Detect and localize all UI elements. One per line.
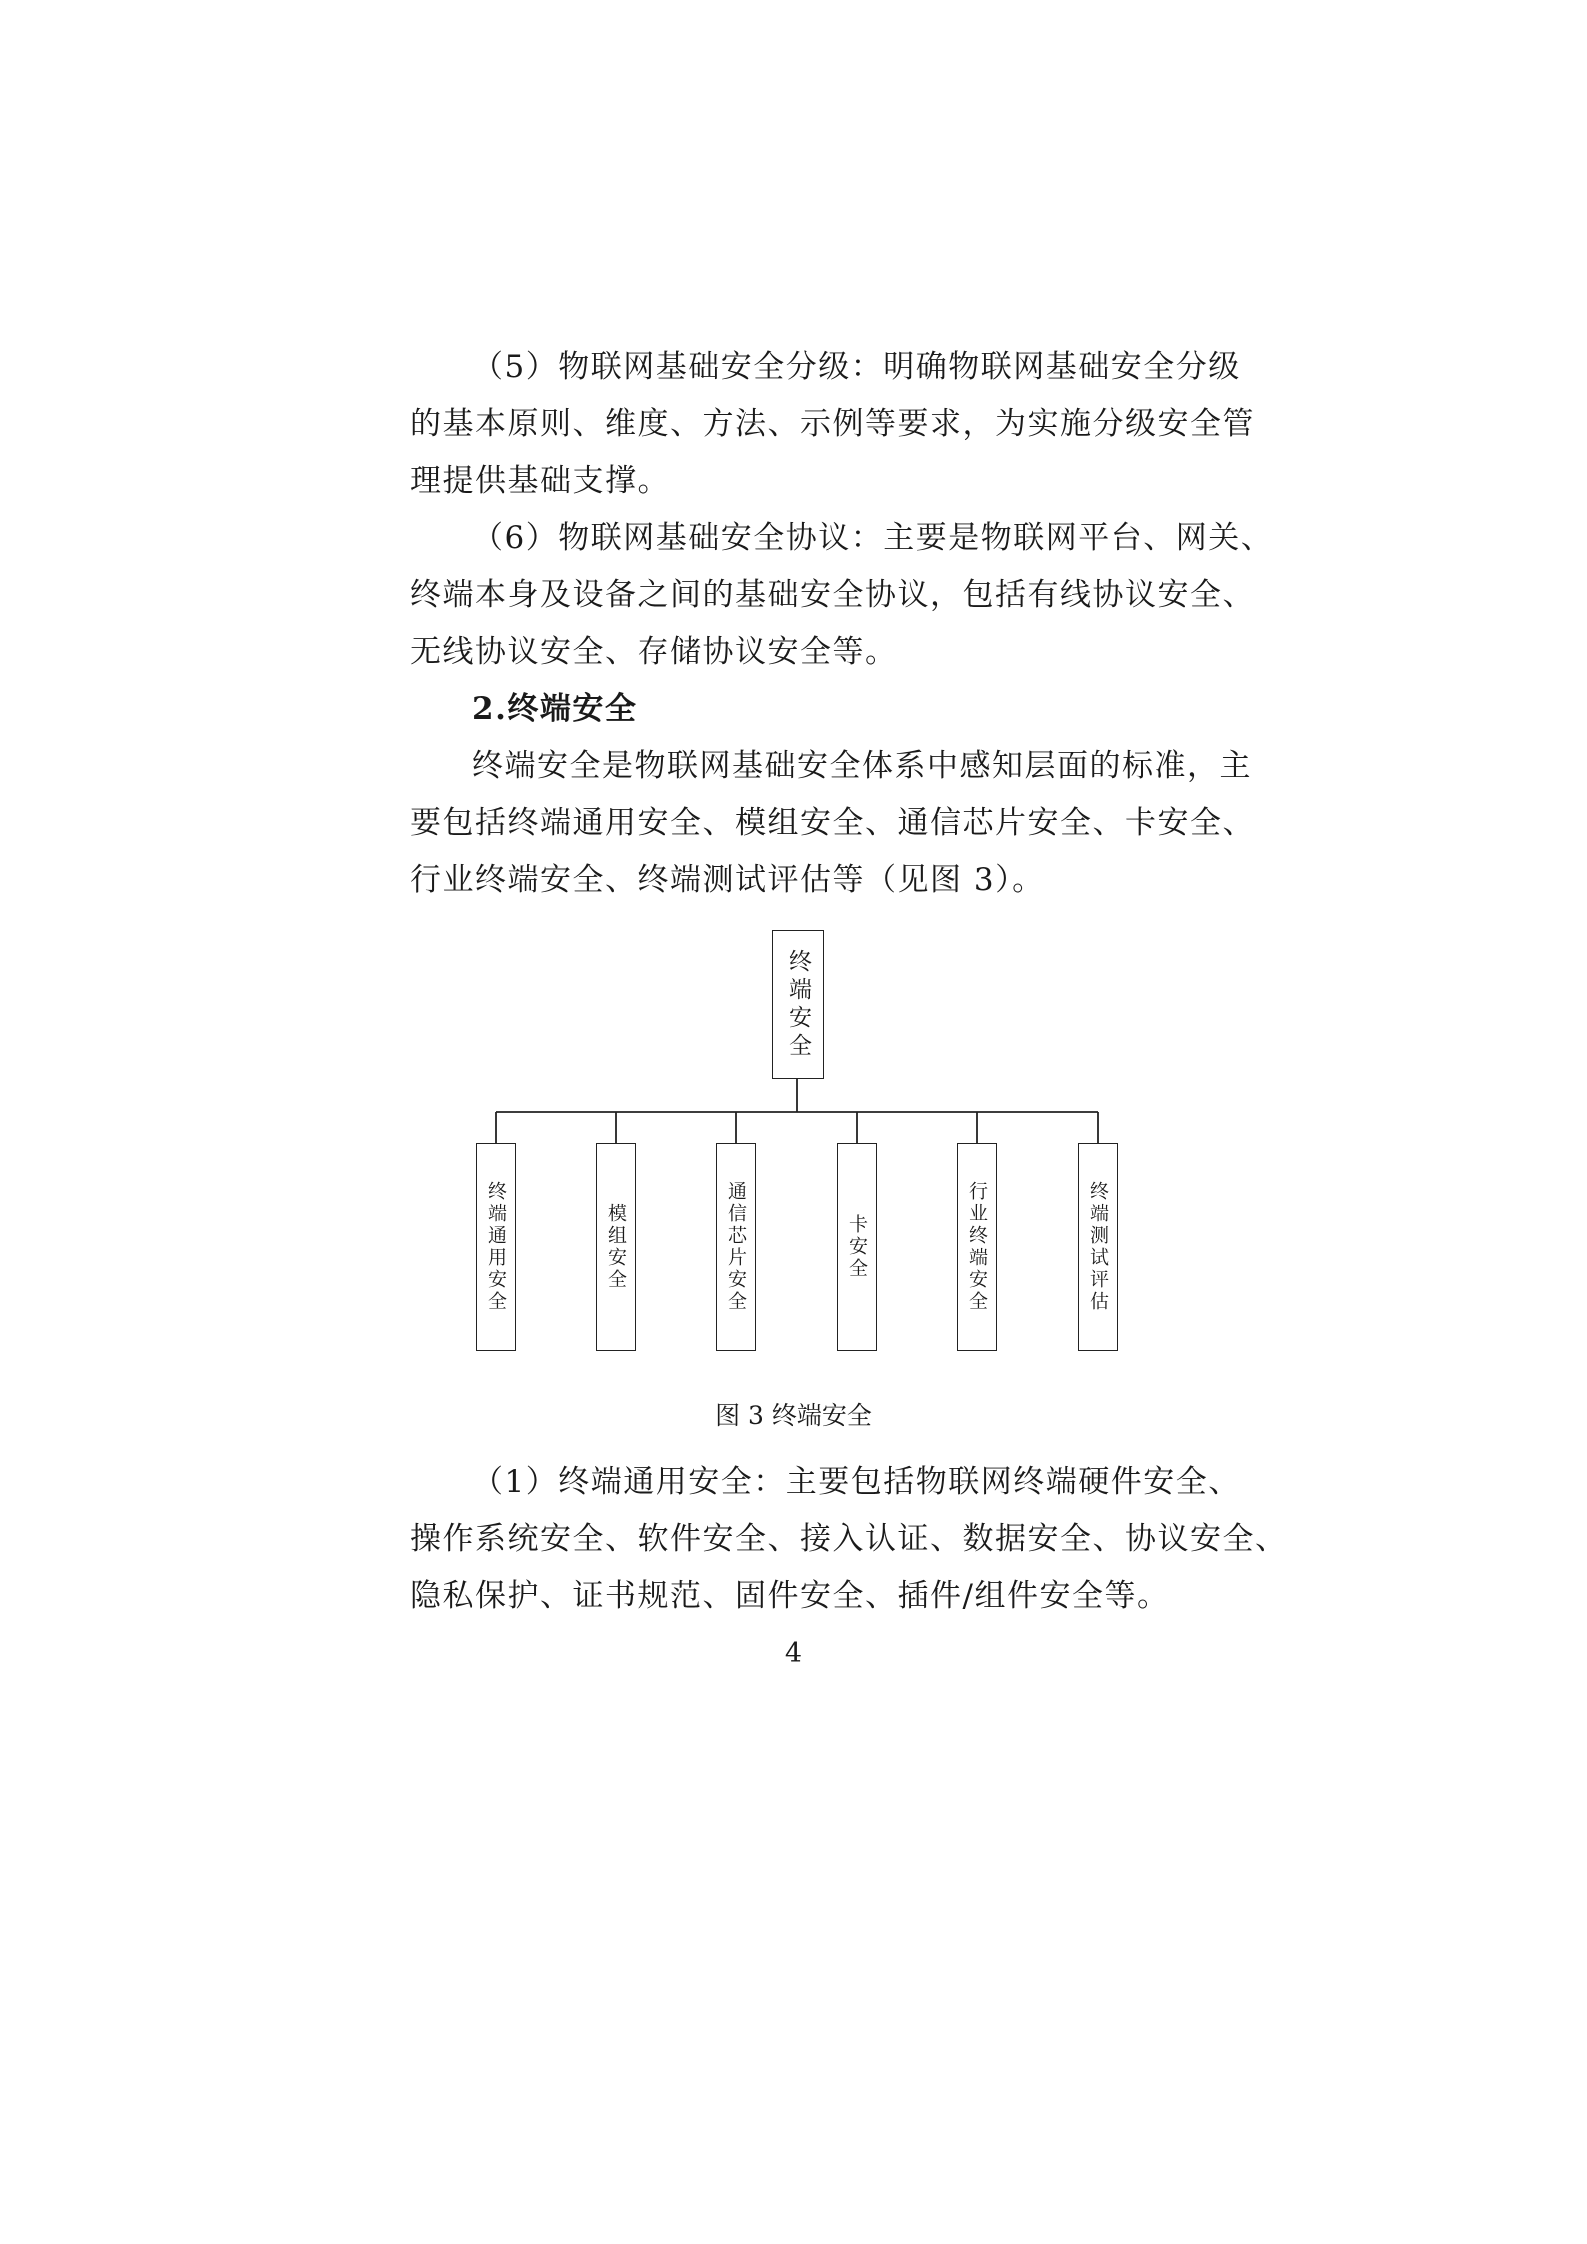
child-node-2-label: 模组安全 xyxy=(605,1203,627,1291)
child-node-5 xyxy=(957,1143,997,1351)
root-node xyxy=(772,930,824,1079)
child-node-3-label: 通信芯片安全 xyxy=(725,1181,747,1313)
intro-line-3: 行业终端安全、终端测试评估等（见图 3）。 xyxy=(410,862,1045,898)
paragraph-6-line-2: 终端本身及设备之间的基础安全协议，包括有线协议安全、 xyxy=(410,577,1255,613)
paragraph-1-line-3: 隐私保护、证书规范、固件安全、插件/组件安全等。 xyxy=(410,1578,1170,1614)
root-node-label: 终端安全 xyxy=(785,948,811,1061)
section-heading: 2.终端安全 xyxy=(472,691,638,727)
child-node-1 xyxy=(476,1143,516,1351)
paragraph-6-line-1: （6）物联网基础安全协议：主要是物联网平台、网关、 xyxy=(472,520,1274,556)
paragraph-5-line-2: 的基本原则、维度、方法、示例等要求，为实施分级安全管 xyxy=(410,406,1255,442)
child-node-2 xyxy=(596,1143,636,1351)
child-node-6 xyxy=(1078,1143,1118,1351)
paragraph-5-line-1: （5）物联网基础安全分级：明确物联网基础安全分级 xyxy=(472,349,1241,385)
child-node-5-label: 行业终端安全 xyxy=(966,1181,988,1313)
child-node-4 xyxy=(837,1143,877,1351)
child-node-3 xyxy=(716,1143,756,1351)
child-node-4-label: 卡安全 xyxy=(846,1214,868,1280)
intro-line-1: 终端安全是物联网基础安全体系中感知层面的标准，主 xyxy=(472,748,1252,784)
page-number: 4 xyxy=(784,1638,803,1669)
child-node-6-label: 终端测试评估 xyxy=(1087,1181,1109,1313)
child-node-1-label: 终端通用安全 xyxy=(485,1181,507,1313)
paragraph-6-line-3: 无线协议安全、存储协议安全等。 xyxy=(410,634,898,670)
paragraph-1-line-2: 操作系统安全、软件安全、接入认证、数据安全、协议安全、 xyxy=(410,1521,1288,1557)
intro-line-2: 要包括终端通用安全、模组安全、通信芯片安全、卡安全、 xyxy=(410,805,1255,841)
paragraph-1-line-1: （1）终端通用安全：主要包括物联网终端硬件安全、 xyxy=(472,1464,1241,1500)
paragraph-5-line-3: 理提供基础支撑。 xyxy=(410,463,670,499)
figure-caption: 图 3 终端安全 xyxy=(715,1401,872,1430)
